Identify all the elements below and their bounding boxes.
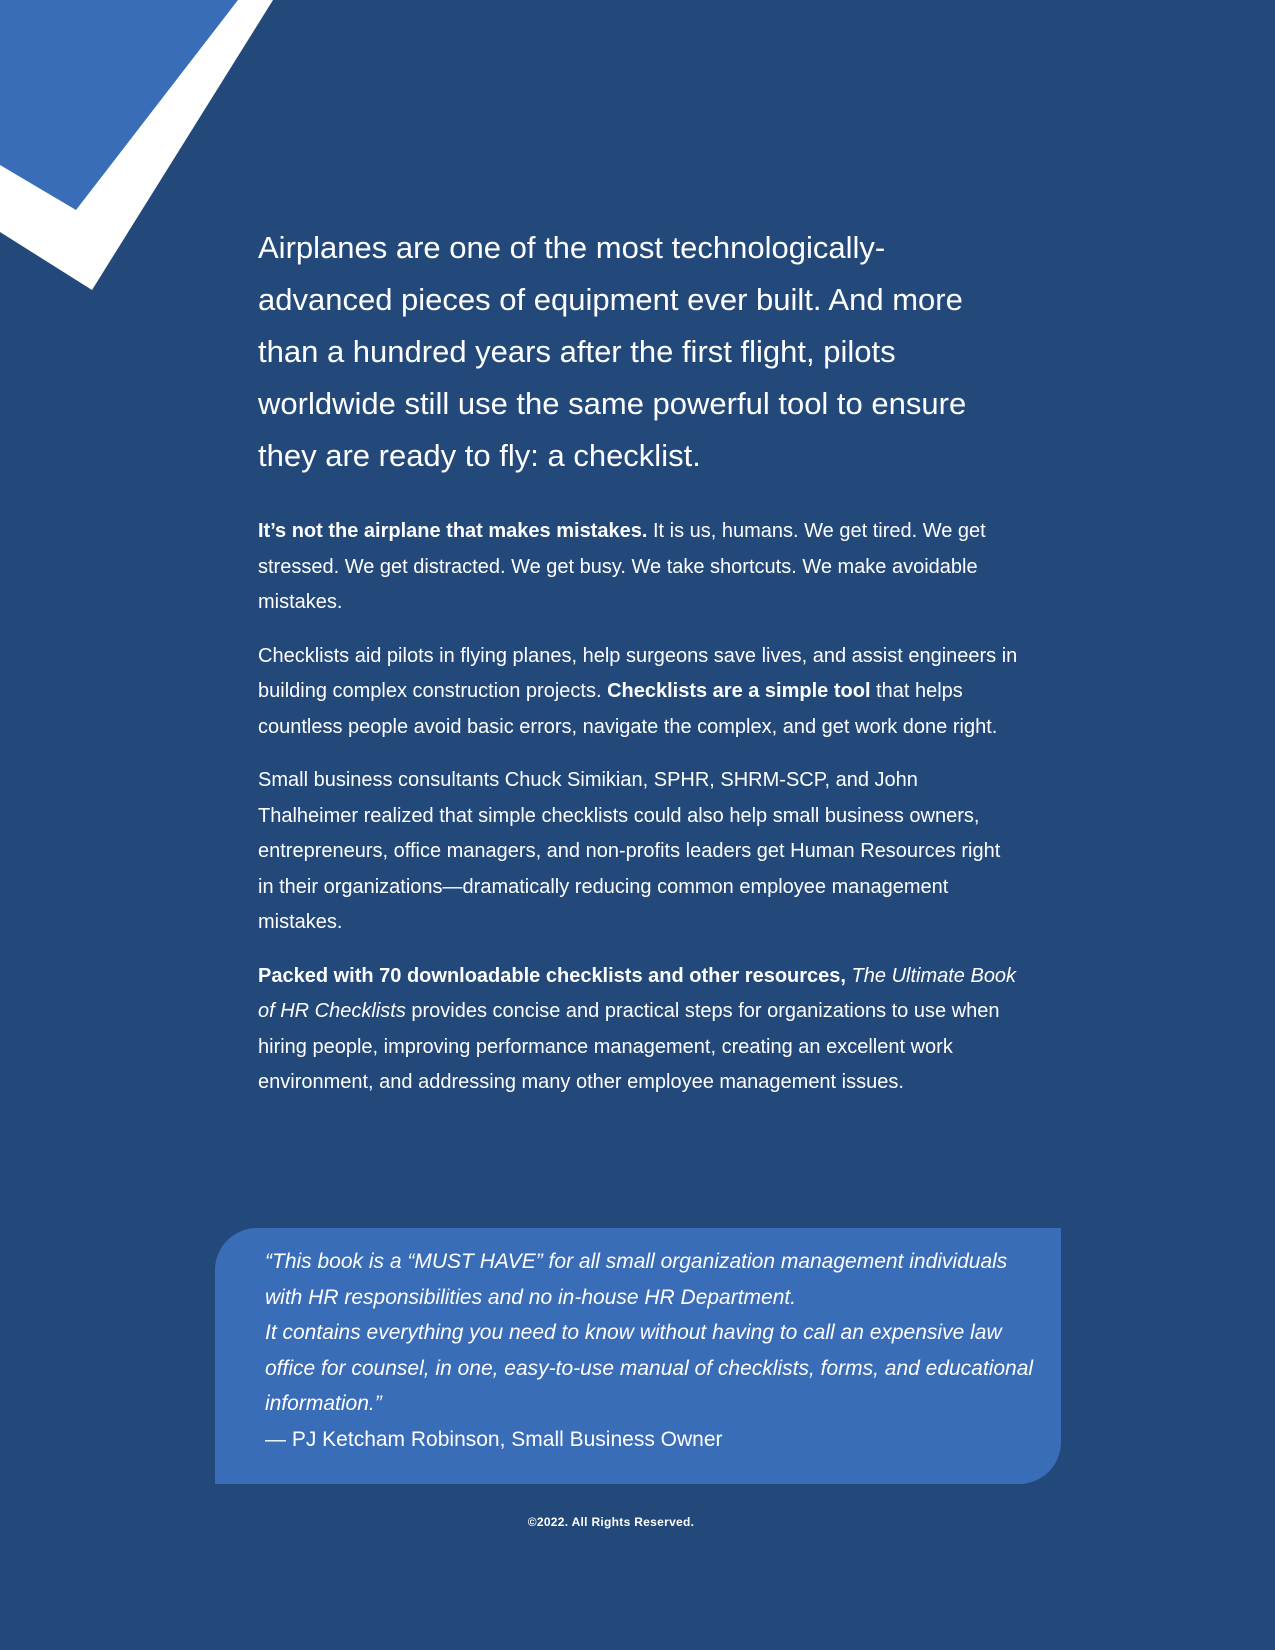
testimonial-quote bbox=[265, 1244, 1045, 1422]
testimonial-box bbox=[215, 1228, 1061, 1484]
testimonial-attribution: — PJ Ketcham Robinson, Small Business Owner bbox=[265, 1428, 723, 1451]
paragraph-authors: Small business consultants Chuck Simikian, SPHR, SHRM-SCP, and John Thalheimer realized that simple checklists could also help small business owners, entrepreneurs, office managers, and non-profits leaders get Human Resources right in their organizations—dramatically reducing common employee management mistakes. bbox=[258, 769, 1001, 933]
paragraph-mistakes-text: It is us, humans. We get tired. We get stressed. We get distracted. We get busy. We take shortcuts. We make avoidable mistakes. bbox=[258, 520, 986, 613]
checkmark-icon bbox=[0, 0, 300, 300]
copyright-notice: ©2022. All Rights Reserved. bbox=[527, 1515, 695, 1529]
paragraph-checklists bbox=[258, 639, 1018, 746]
testimonial-line-1: “This book is a “MUST HAVE” for all small organization management individuals with HR responsibilities and no in-house HR Department. bbox=[265, 1250, 1008, 1309]
book-title: The Ultimate Book of HR Checklists bbox=[258, 964, 1017, 1022]
main-content bbox=[258, 222, 1018, 1119]
paragraph-checklists-bold: Checklists are a simple tool bbox=[607, 680, 871, 702]
testimonial-line-2: It contains everything you need to know without having to call an expensive law office for counsel, in one, easy-to-use manual of checklists, forms, and educational information.” bbox=[265, 1321, 1034, 1415]
paragraph-book-bold: Packed with 70 downloadable checklists and other resources, bbox=[258, 964, 846, 987]
paragraph-checklists-end: that helps countless people avoid basic errors, navigate the complex, and get work done right. bbox=[258, 680, 998, 738]
paragraph-checklists-start: Checklists aid pilots in flying planes, help surgeons save lives, and assist engineers in building complex construction projects. bbox=[258, 644, 1018, 702]
headline: Airplanes are one of the most technologically-advanced pieces of equipment ever built. And more than a hundred years after the first flight, pilots worldwide still use the same powerful tool to ensure they are ready to fly: a checklist. bbox=[258, 230, 967, 473]
paragraph-mistakes-bold: It’s not the airplane that makes mistakes. bbox=[258, 520, 648, 542]
paragraph-book bbox=[258, 959, 1018, 1101]
paragraph-book-text: provides concise and practical steps for organizations to use when hiring people, improving performance management, creating an excellent work environment, and addressing many other employee management issues. bbox=[258, 1000, 1000, 1093]
paragraph-mistakes bbox=[258, 514, 1018, 621]
